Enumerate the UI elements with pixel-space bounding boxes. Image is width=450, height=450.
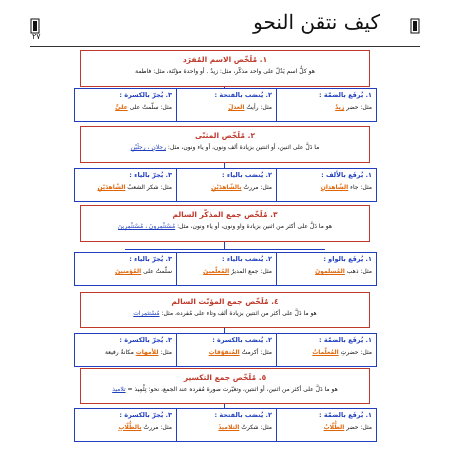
card-title: ٣. يُجرّ بالكسرة : xyxy=(119,336,172,344)
section-definition xyxy=(81,382,369,397)
case-card-genitive xyxy=(74,88,177,122)
card-example: مثل: سلّمتُ على عليٍّ xyxy=(115,104,172,111)
section-definition xyxy=(81,306,369,321)
card-title: ٢. يُنصَب بالياء : xyxy=(222,171,272,179)
example-word: الشّاهدَيْنِ xyxy=(97,184,126,191)
definition-text: ما دَلَّ على اثنين، أو اثنتين بزيادة ألف ونون، أو ياء ونون، مثل: xyxy=(166,144,320,151)
card-example: مثل: ذهب المُسلمونَ xyxy=(315,268,372,275)
page-number: ٢٧ xyxy=(32,32,41,41)
section-title: ٢. مُلَخّص المثنّى xyxy=(194,131,256,140)
connector-line xyxy=(224,242,225,249)
card-example: مثل: أكرمتُ المُتفوّقاتِ xyxy=(208,349,272,356)
case-card-nominative xyxy=(274,168,377,202)
example-word: بالشّاهدَيْنِ xyxy=(211,184,242,191)
card-title: ٣. يُجرّ بالكسرة : xyxy=(119,91,172,99)
connector-line xyxy=(125,249,325,250)
card-title: ١. يُرفَع بالضمّة : xyxy=(318,411,372,419)
example-word: التلاميذَ xyxy=(218,424,240,431)
case-card-accusative xyxy=(174,168,277,202)
section-definition xyxy=(81,140,369,155)
card-example: سلّمتُ على المُؤمنينَ xyxy=(115,268,172,275)
example-word: الشّاهدانِ xyxy=(320,184,349,191)
section-definition xyxy=(81,219,369,234)
definition-example: تلاميذ xyxy=(112,386,126,393)
example-word: المُعلّماتُ xyxy=(312,349,339,356)
card-title: ٣. يُجرّ بالكسرة : xyxy=(119,411,172,419)
card-example: مثل: للأمهاتِ مكانةٌ رفيعة xyxy=(104,349,172,356)
example-word: العدلَ xyxy=(228,104,245,111)
example-word: المُتفوّقاتِ xyxy=(208,349,240,356)
card-example: مثل: شكر الشعبُ الشّاهدَيْنِ xyxy=(97,184,172,191)
example-word: زيدٌ xyxy=(335,104,345,111)
card-example: مثل: مررتُ بالشّاهدَيْنِ xyxy=(211,184,272,191)
section-masculine-plural xyxy=(80,205,370,242)
ornament-icon xyxy=(410,18,420,34)
page-header xyxy=(30,10,420,50)
definition-text: هو كلُّ اسم يَدُلّ على واحد مذكّر، مثل: زيدٌ . أو واحدة مؤنّثة، مثل: فاطمة xyxy=(135,68,315,75)
case-card-genitive xyxy=(74,333,177,367)
card-example: مثل: حضر زيدٌ xyxy=(335,104,372,111)
case-card-nominative xyxy=(274,252,377,286)
definition-text: هو ما دَلَّ على أكثر من اثنتين بزيادة ألف وتاء على مُفرده، مثل: xyxy=(159,310,317,317)
card-example: مثل: شكرتُ التلاميذَ xyxy=(218,424,272,431)
case-card-nominative xyxy=(274,333,377,367)
case-card-accusative xyxy=(174,408,277,442)
card-example: مثل: جمع المديرُ المُعلّمينَ xyxy=(203,268,272,275)
card-title: ١. يُرفَع بالألف : xyxy=(321,171,372,179)
section-broken-plural xyxy=(80,368,370,404)
example-word: للأمهاتِ xyxy=(135,349,159,356)
section-title: ٤. مُلَخّص جمع المؤنّث السالم xyxy=(171,297,279,306)
definition-example: رجلانِ ، رجلَيْنِ xyxy=(130,144,167,151)
card-title: ٢. يُنصَب بالياء : xyxy=(222,255,272,263)
card-title: ٢. يُنصَب بالفتحة : xyxy=(214,91,272,99)
case-card-accusative xyxy=(174,333,277,367)
card-example: مثل: حضرتِ المُعلّماتُ xyxy=(312,349,372,356)
example-word: عليٍّ xyxy=(115,104,128,111)
definition-text: هو ما دَلَّ على أكثر من اثنين بزيادة واو ونون، أو ياء ونون، مثل: xyxy=(175,223,333,230)
card-title: ٣. يُجرّ بالياء : xyxy=(129,255,172,263)
case-card-genitive xyxy=(74,168,177,202)
example-word: الطُّلّابُ xyxy=(323,424,345,431)
card-title: ٣. يُجرّ بالياء : xyxy=(129,171,172,179)
case-card-accusative xyxy=(174,252,277,286)
example-word: المُعلّمينَ xyxy=(203,268,230,275)
case-card-accusative xyxy=(174,88,277,122)
case-card-genitive xyxy=(74,408,177,442)
section-title: ٥. مُلَخّص جمع التكسير xyxy=(183,373,267,382)
header-rule xyxy=(30,46,420,47)
section-title: ٣. مُلَخّص جمع المذكّر السالم xyxy=(172,210,278,219)
case-card-genitive xyxy=(74,252,177,286)
example-word: المُسلمونَ xyxy=(315,268,345,275)
section-singular xyxy=(80,50,370,87)
example-word: بالطُّلّابِ xyxy=(118,424,142,431)
card-title: ١. يُرفَع بالضمّة : xyxy=(318,336,372,344)
section-definition xyxy=(81,64,369,79)
book-title: كيف نتقن النحو xyxy=(253,10,380,34)
card-example: مثل: رأيتُ العدلَ xyxy=(228,104,272,111)
case-card-nominative xyxy=(274,88,377,122)
card-example: مثل: حضر الطُّلّابُ xyxy=(323,424,372,431)
card-title: ١. يُرفَع بالواو : xyxy=(323,255,372,263)
card-title: ١. يُرفَع بالضمّة : xyxy=(318,91,372,99)
section-title: ١. مُلَخّص الاسم المُفرَد xyxy=(182,55,268,64)
card-title: ٢. يُنصَب بالفتحة : xyxy=(214,411,272,419)
definition-example: مُسْتثمِرات xyxy=(133,310,160,317)
definition-example: مُسْتثْمِرونَ ، مُسْتثْمِرِينَ xyxy=(117,223,176,230)
definition-text: هو ما دَلَّ على أكثر من اثنين، أو اثنتين، وتغيّرت صورة مُفرده عند الجمع، نحو: تِلْمِيذ = xyxy=(125,386,338,393)
section-feminine-plural xyxy=(80,292,370,328)
section-dual xyxy=(80,126,370,163)
card-title: ٢. يُنصَب بالكسرة : xyxy=(212,336,272,344)
example-word: المُؤمنينَ xyxy=(115,268,142,275)
card-example: مثل: جاء الشّاهدانِ xyxy=(320,184,372,191)
case-card-nominative xyxy=(274,408,377,442)
card-example: مثل: مررتُ بالطُّلّابِ xyxy=(118,424,172,431)
